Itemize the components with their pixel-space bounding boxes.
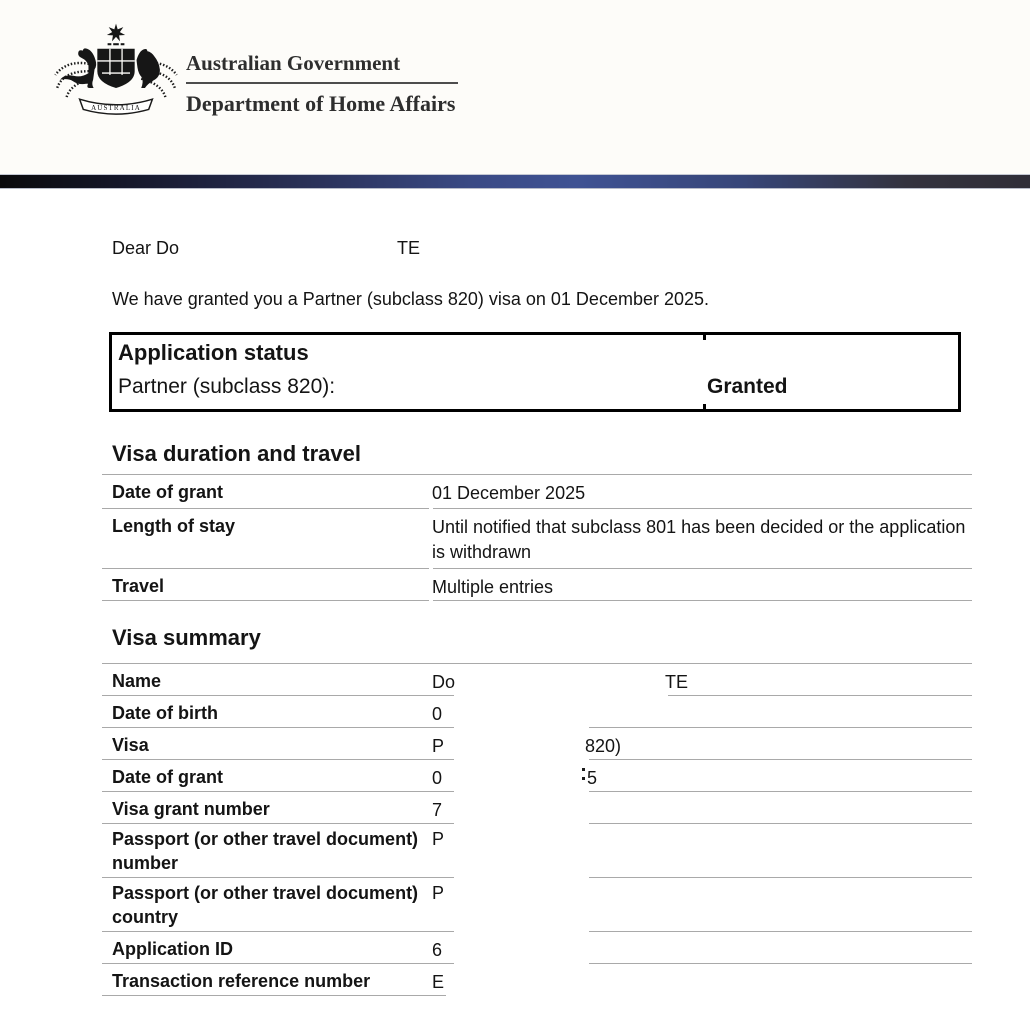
redacted-glyph-sliver (582, 768, 585, 781)
row-label: Passport (or other travel document) country (112, 883, 419, 927)
row-value: Until notified that subclass 801 has been decided or the application is withdrawn (432, 517, 966, 562)
value-prefix: 0 (432, 704, 443, 724)
value-prefix: P (432, 736, 445, 756)
value-prefix: 6 (432, 940, 443, 960)
table-row (102, 932, 972, 964)
application-status-row (118, 374, 958, 400)
agency-name: Australian Government (186, 51, 401, 75)
section-title-visa-duration: Visa duration and travel (112, 441, 362, 466)
letterhead (0, 0, 1030, 174)
emu-icon (137, 49, 160, 88)
shield-icon (97, 49, 134, 88)
row-value (432, 932, 972, 964)
header-divider-bar (0, 174, 1030, 189)
table-row (102, 878, 972, 932)
value-prefix: E (432, 972, 445, 992)
table-row (102, 824, 972, 878)
row-label: Passport (or other travel document) number (112, 829, 419, 873)
application-status-title: Application status (118, 340, 309, 365)
table-row (102, 792, 972, 824)
row-value (432, 760, 972, 792)
kangaroo-icon (60, 48, 96, 88)
application-status-box (109, 332, 961, 412)
table-row (102, 696, 972, 728)
value-prefix: Do (432, 672, 456, 692)
row-label: Name (112, 671, 162, 691)
row-value (432, 664, 972, 696)
status-box-column-tick-bottom (703, 404, 706, 409)
salutation (112, 237, 972, 259)
table-row (102, 569, 972, 601)
status-box-column-tick-top (703, 335, 706, 340)
banner-text: AUSTRALIA (91, 103, 141, 112)
value-suffix: 820) (585, 736, 622, 756)
row-label: Visa (112, 735, 149, 755)
section-title-visa-summary: Visa summary (112, 625, 261, 650)
row-value (432, 696, 972, 728)
salutation-prefix: Dear Do (112, 238, 180, 258)
row-label: Visa grant number (112, 799, 270, 819)
table-row (102, 509, 972, 569)
table-row (102, 475, 972, 509)
salutation-suffix: TE (397, 238, 421, 258)
row-value: Multiple entries (432, 577, 554, 597)
visa-summary-table (102, 663, 972, 996)
table-row (102, 760, 972, 792)
australian-coat-of-arms-icon (46, 22, 186, 126)
letterhead-rule (186, 82, 458, 84)
commonwealth-star-icon (107, 24, 125, 42)
table-row (102, 964, 972, 996)
row-label: Length of stay (112, 516, 236, 536)
row-label: Date of birth (112, 703, 218, 723)
value-prefix: 0 (432, 768, 443, 788)
table-row (102, 728, 972, 760)
row-label: Application ID (112, 939, 233, 959)
row-value (432, 728, 972, 760)
row-label: Travel (112, 576, 165, 596)
application-status-label: Partner (subclass 820): (118, 375, 336, 398)
department-name: Department of Home Affairs (186, 91, 456, 116)
row-value (432, 878, 972, 932)
row-label: Date of grant (112, 482, 224, 502)
row-value: 01 December 2025 (432, 483, 586, 503)
status-badge: Granted (707, 375, 788, 398)
visa-duration-table (102, 474, 972, 601)
value-prefix: P (432, 883, 445, 903)
row-value (432, 824, 972, 878)
row-value (432, 792, 972, 824)
grant-statement: We have granted you a Partner (subclass 820) visa on 01 December 2025. (112, 289, 710, 309)
value-suffix: 5 (582, 766, 597, 791)
row-label: Transaction reference number (112, 971, 371, 991)
value-prefix: 7 (432, 800, 443, 820)
letter-body (102, 189, 972, 996)
value-suffix: TE (665, 672, 689, 692)
table-row (102, 664, 972, 696)
row-value (432, 964, 972, 996)
value-prefix: P (432, 829, 445, 849)
row-label: Date of grant (112, 767, 224, 787)
